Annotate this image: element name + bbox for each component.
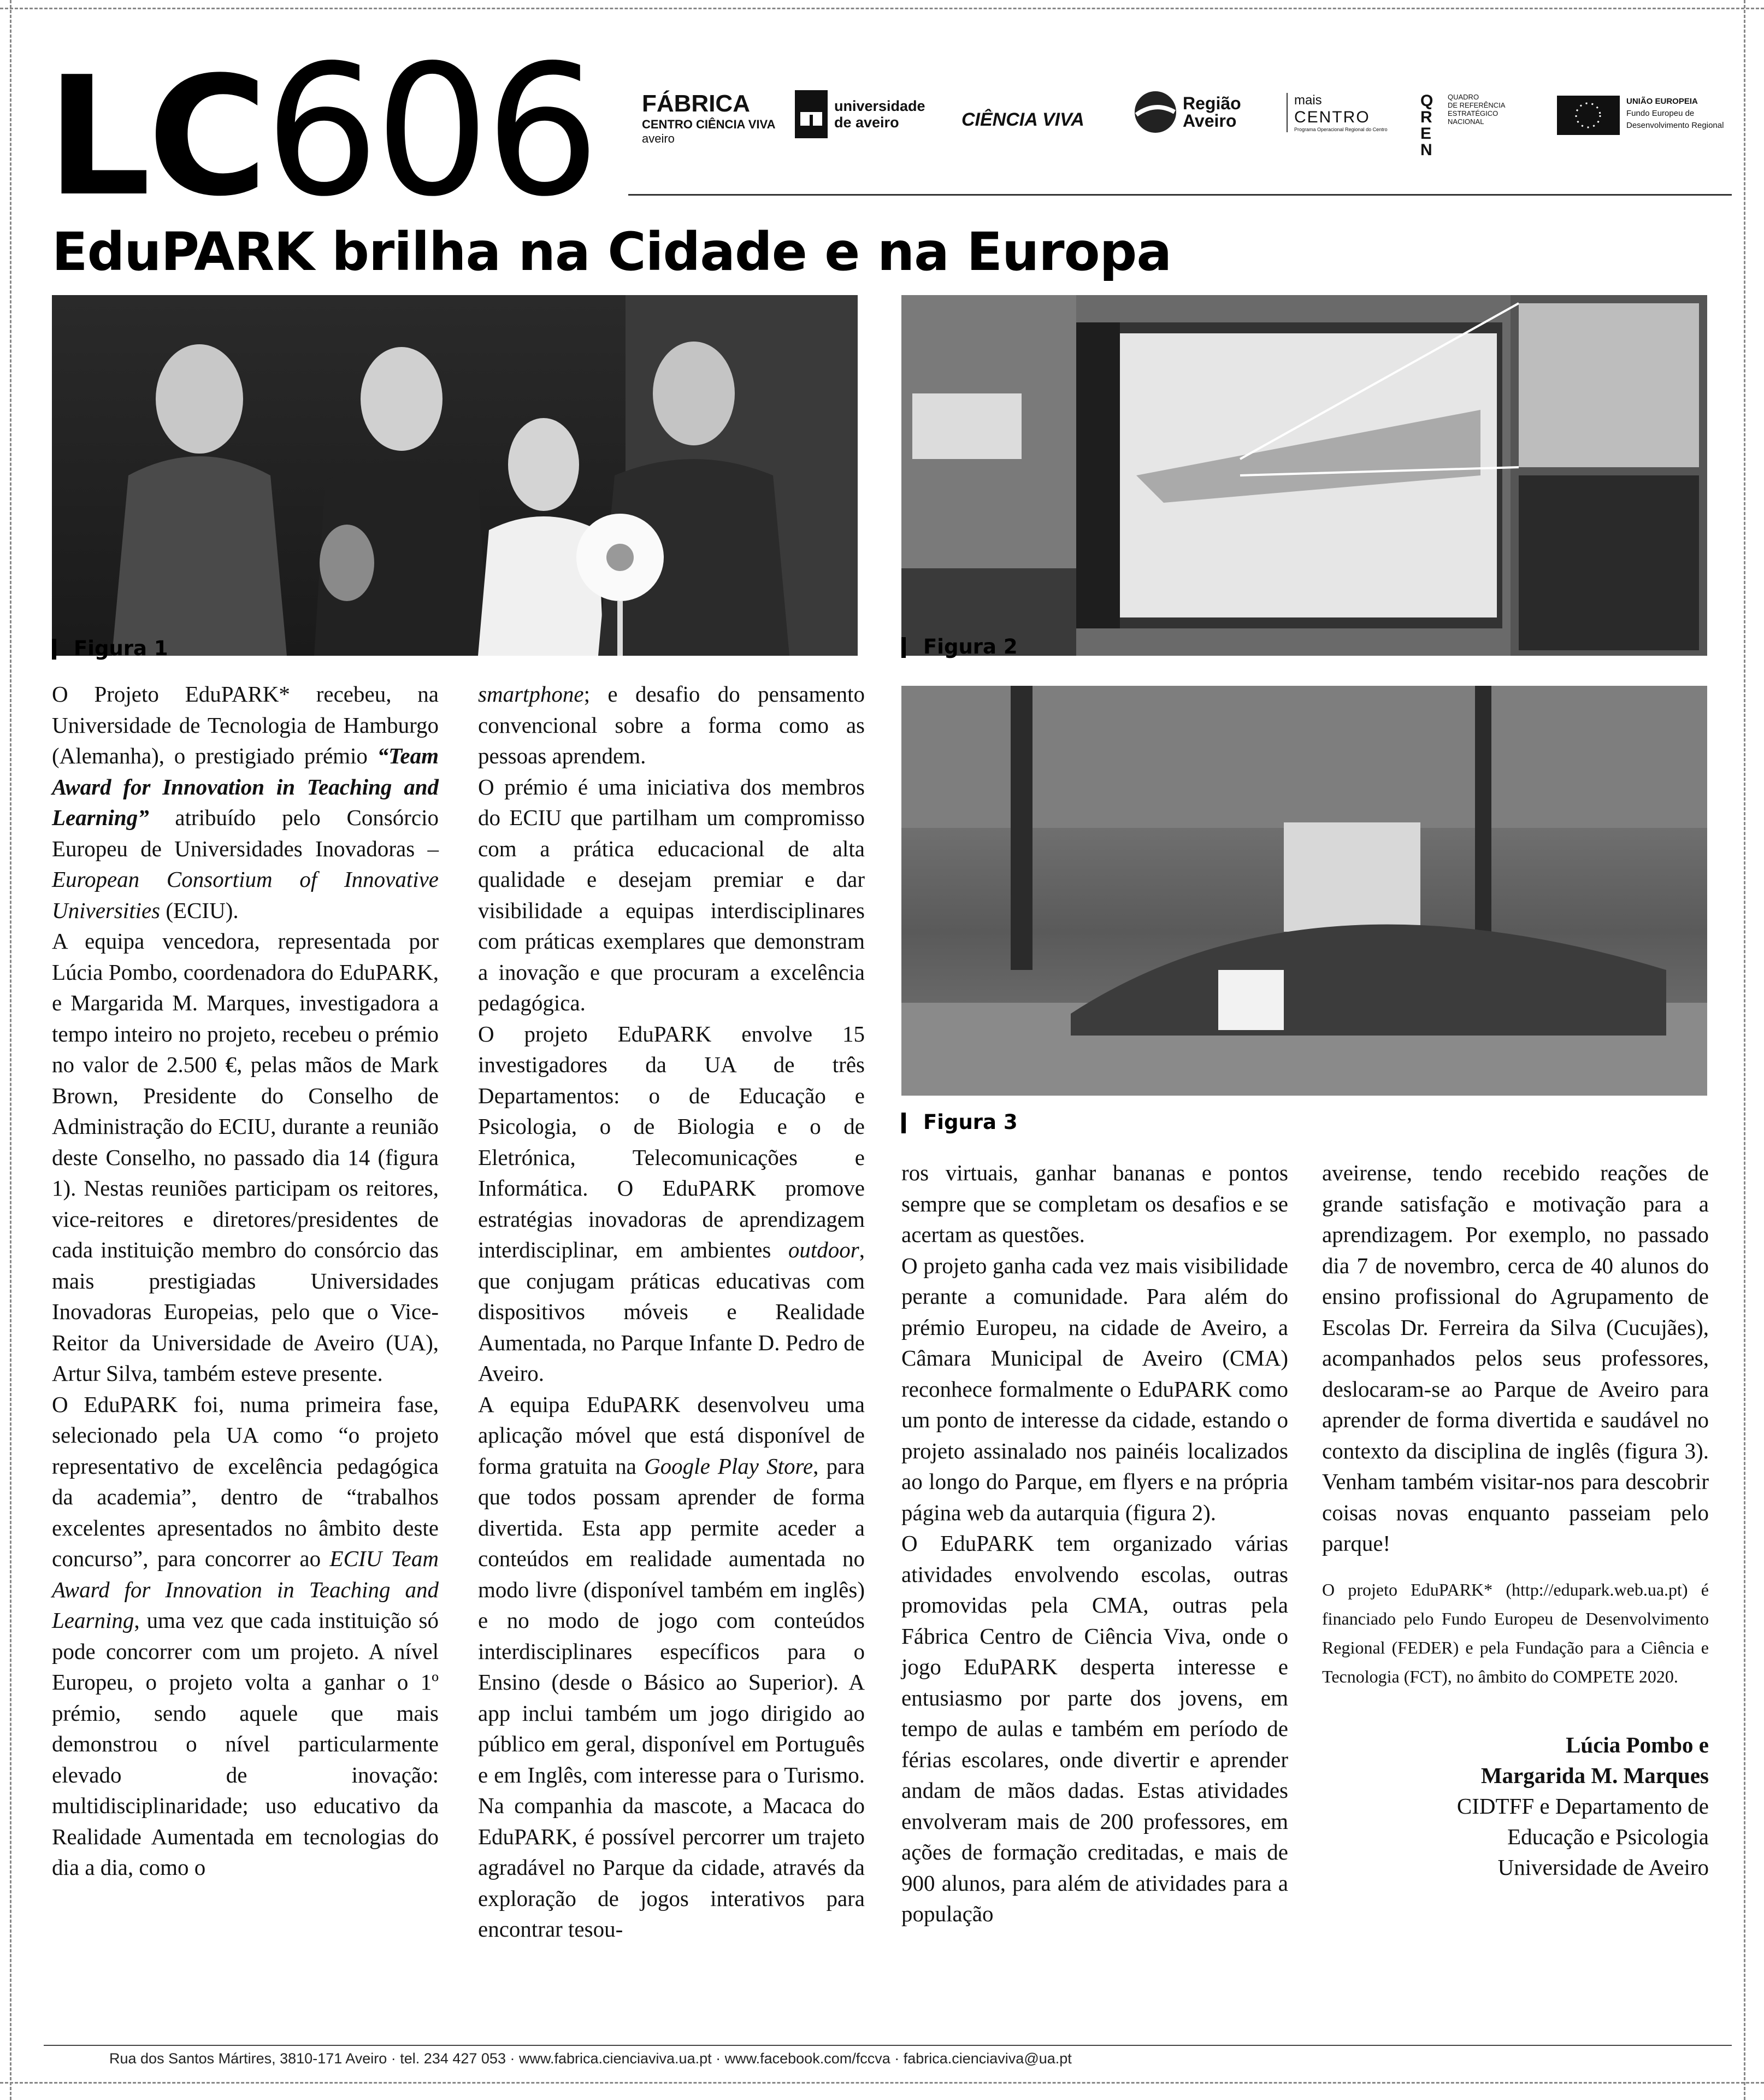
eu-logo: UNIÃO EUROPEIA Fundo Europeu de Desenvolvimento Regional: [1557, 96, 1724, 135]
paragraph: O projeto EduPARK envolve 15 investigadores da UA de três Departamentos: o de Educação e Psicologia, o de Biologia e o de Eletrónica, Telecomunicações e Informática. O EduPARK promove estratégias inovadoras de aprendizagem interdisciplinar, em ambientes outdoor, que conjugam práticas educativas com dispositivos móveis e Realidade Aumentada, no Parque Infante D. Pedro de Aveiro.: [478, 1021, 865, 1386]
paragraph: A equipa vencedora, representada por Lúcia Pombo, coordenadora do EduPARK, e Margarida M. Marques, investigadora a tempo inteiro no projeto, recebeu o prémio no valor de 2.500 €, pelas mãos de Mark Brown, Presidente do Conselho de Administração do ECIU, durante a reunião deste Conselho, no passado dia 14 (figura 1). Nestas reuniões participam os reitores, vice-reitores e diretores/presidentes de cada instituição membro do consórcio das mais prestigiadas Universidades Inovadoras Europeias, pelo que o Vice-Reitor da Universidade de Aveiro (UA), Artur Silva, também esteve presente.: [52, 928, 439, 1386]
paragraph: O prémio é uma iniciativa dos membros do ECIU que partilham um compromisso com a prática educacional de alta qualidade e desejam premiar e dar visibilidade a equipas interdisciplinares com práticas exemplares que demonstram a inovação e que procuram a excelência pedagógica.: [478, 774, 865, 1015]
article-column-1: [52, 679, 439, 1883]
article-column-3: [901, 1157, 1288, 1930]
lc-logo: LC606: [46, 26, 596, 236]
paragraph: O EduPARK tem organizado várias atividades envolvendo escolas, outras promovidas pela CMA, outras pela Fábrica Centro de Ciência Viva, onde o jogo EduPARK desperta interesse e entusiasmo por parte dos jovens, em tempo de aulas e também em período de férias escolares, onde divertir e aprender andam de mãos dadas. Estas atividades envolveram mais de 200 professores, em ações de formação creditadas, e mais de 900 alunos, para além de atividades para a população: [901, 1531, 1288, 1926]
article-column-4: [1322, 1157, 1709, 1883]
paragraph: O Projeto EduPARK* recebeu, na Universidade de Tecnologia de Hamburgo (Alemanha), o prestigiado prémio “Team Award for Innovation in Teaching and Learning” atribuído pelo Consórcio Europeu de Universidades Inovadoras – European Consortium of Innovative Universities (ECIU).: [52, 681, 439, 923]
issue-number: 606: [264, 26, 596, 236]
paragraph: aveirense, tendo recebido reações de grande satisfação e motivação para a aprendizagem. Por exemplo, no passado dia 7 de novembro, cerca de 40 alunos do ensino profissional do Agrupamento de Escolas Dr. Ferreira da Silva (Cucujães), acompanhados pelos seus professores, deslocaram-se ao Parque de Aveiro para aprender de forma divertida e saudável no contexto da disciplina de inglês (figura 3). Venham também visitar-nos para descobrir coisas novas enquanto passeiam pelo parque!: [1322, 1160, 1709, 1556]
crop-mark-left: [10, 0, 11, 2100]
figure-1-photo: [52, 295, 858, 656]
figure-2-photo: [901, 295, 1707, 656]
figure-1-label: Figura 1: [52, 637, 168, 660]
figure-3-label: Figura 3: [901, 1110, 1018, 1134]
crop-mark-right: [1744, 0, 1745, 2100]
mais-centro-logo: mais CENTRO Programa Operacional Regional do Centro: [1287, 93, 1388, 132]
paragraph: ros virtuais, ganhar bananas e pontos sempre que se completam os desafios e se acertam as questões.: [901, 1160, 1288, 1247]
footer-rule: [44, 2045, 1732, 2046]
student-group-illustration: [901, 686, 1707, 1096]
paragraph: A equipa EduPARK desenvolveu uma aplicação móvel que está disponível de forma gratuita na Google Play Store, para que todos possam aprender de forma divertida. Esta app permite aceder a conteúdos em realidade aumentada no modo livre (disponível também em inglês) e no modo de jogo com conteúdos interdisciplinares específicos para o Ensino (desde o Básico ao Superior). A app inclui também um jogo dirigido ao público em geral, disponível em Português e em Inglês, com interesse para o Turismo. Na companhia da mascote, a Macaca do EduPARK, é possível percorrer um trajeto agradável no Parque da cidade, através da exploração de jogos interativos para encontrar tesou-: [478, 1391, 865, 1942]
paragraph: smartphone; e desafio do pensamento convencional sobre a forma como as pessoas aprendem.: [478, 681, 865, 768]
regiao-aveiro-emblem-icon: [1134, 90, 1177, 134]
paragraph: O projeto ganha cada vez mais visibilidade perante a comunidade. Para além do prémio Europeu, na cidade de Aveiro, a Câmara Municipal de Aveiro (CMA) reconhece formalmente o EduPARK como um ponto de interesse da cidade, estando o projeto assinalado nos painéis localizados ao longo do Parque, em flyers e na própria página web da autarquia (figura 2).: [901, 1252, 1288, 1525]
park-sign-illustration: [901, 295, 1707, 656]
eu-flag-icon: [1557, 96, 1620, 135]
regiao-aveiro-logo: Região Aveiro: [1134, 90, 1241, 134]
crop-mark-bottom: [0, 2082, 1764, 2084]
article-title: EduPARK brilha na Cidade e na Europa: [52, 221, 1172, 283]
crop-mark-top: [0, 8, 1764, 9]
header-rule: [628, 194, 1732, 196]
ciencia-viva-logo: CIÊNCIA VIVA: [961, 109, 1084, 130]
paragraph: O EduPARK foi, numa primeira fase, selecionado pela UA como “o projeto representativo de excelência pedagógica da academia”, dentro de “trabalhos excelentes apresentados no âmbito deste concurso”, para concorrer ao ECIU Team Award for Innovation in Teaching and Learning, uma vez que cada instituição só pode concorrer com um projeto. A nível Europeu, o projeto volta a ganhar o 1º prémio, sendo aquele que mais demonstrou o nível particularmente elevado de inovação: multidisciplinaridade; uso educativo da Realidade Aumentada em tecnologias do dia a dia, como o: [52, 1391, 439, 1880]
award-group-illustration: [52, 295, 858, 656]
footer-contacts: Rua dos Santos Mártires, 3810-171 Aveiro · tel. 234 427 053 · www.fabrica.cienciaviva.ua.pt · www.facebook.com/fccva · fabrica.cienciaviva@ua.pt: [109, 2050, 1072, 2067]
funding-note: O projeto EduPARK* (http://edupark.web.ua.pt) é financiado pelo Fundo Europeu de Desenvolvimento Regional (FEDER) e pela Fundação para a Ciência e Tecnologia (FCT), no âmbito do COMPETE 2020.: [1322, 1579, 1709, 1686]
figure-3-photo: [901, 686, 1707, 1096]
fabrica-logo: FÁBRICA CENTRO CIÊNCIA VIVA aveiro: [642, 90, 776, 145]
author-signature: Lúcia Pombo e Margarida M. Marques CIDTFF e Departamento de Educação e Psicologia Universidade de Aveiro: [1456, 1732, 1709, 1880]
qren-logo: QREN QUADRO DE REFERÊNCIA ESTRATÉGICO NACIONAL: [1420, 92, 1506, 159]
ua-logo: universidade de aveiro: [795, 90, 925, 138]
figure-2-label: Figura 2: [901, 635, 1018, 658]
article-column-2: [478, 679, 865, 1945]
ua-emblem-icon: [795, 90, 828, 138]
